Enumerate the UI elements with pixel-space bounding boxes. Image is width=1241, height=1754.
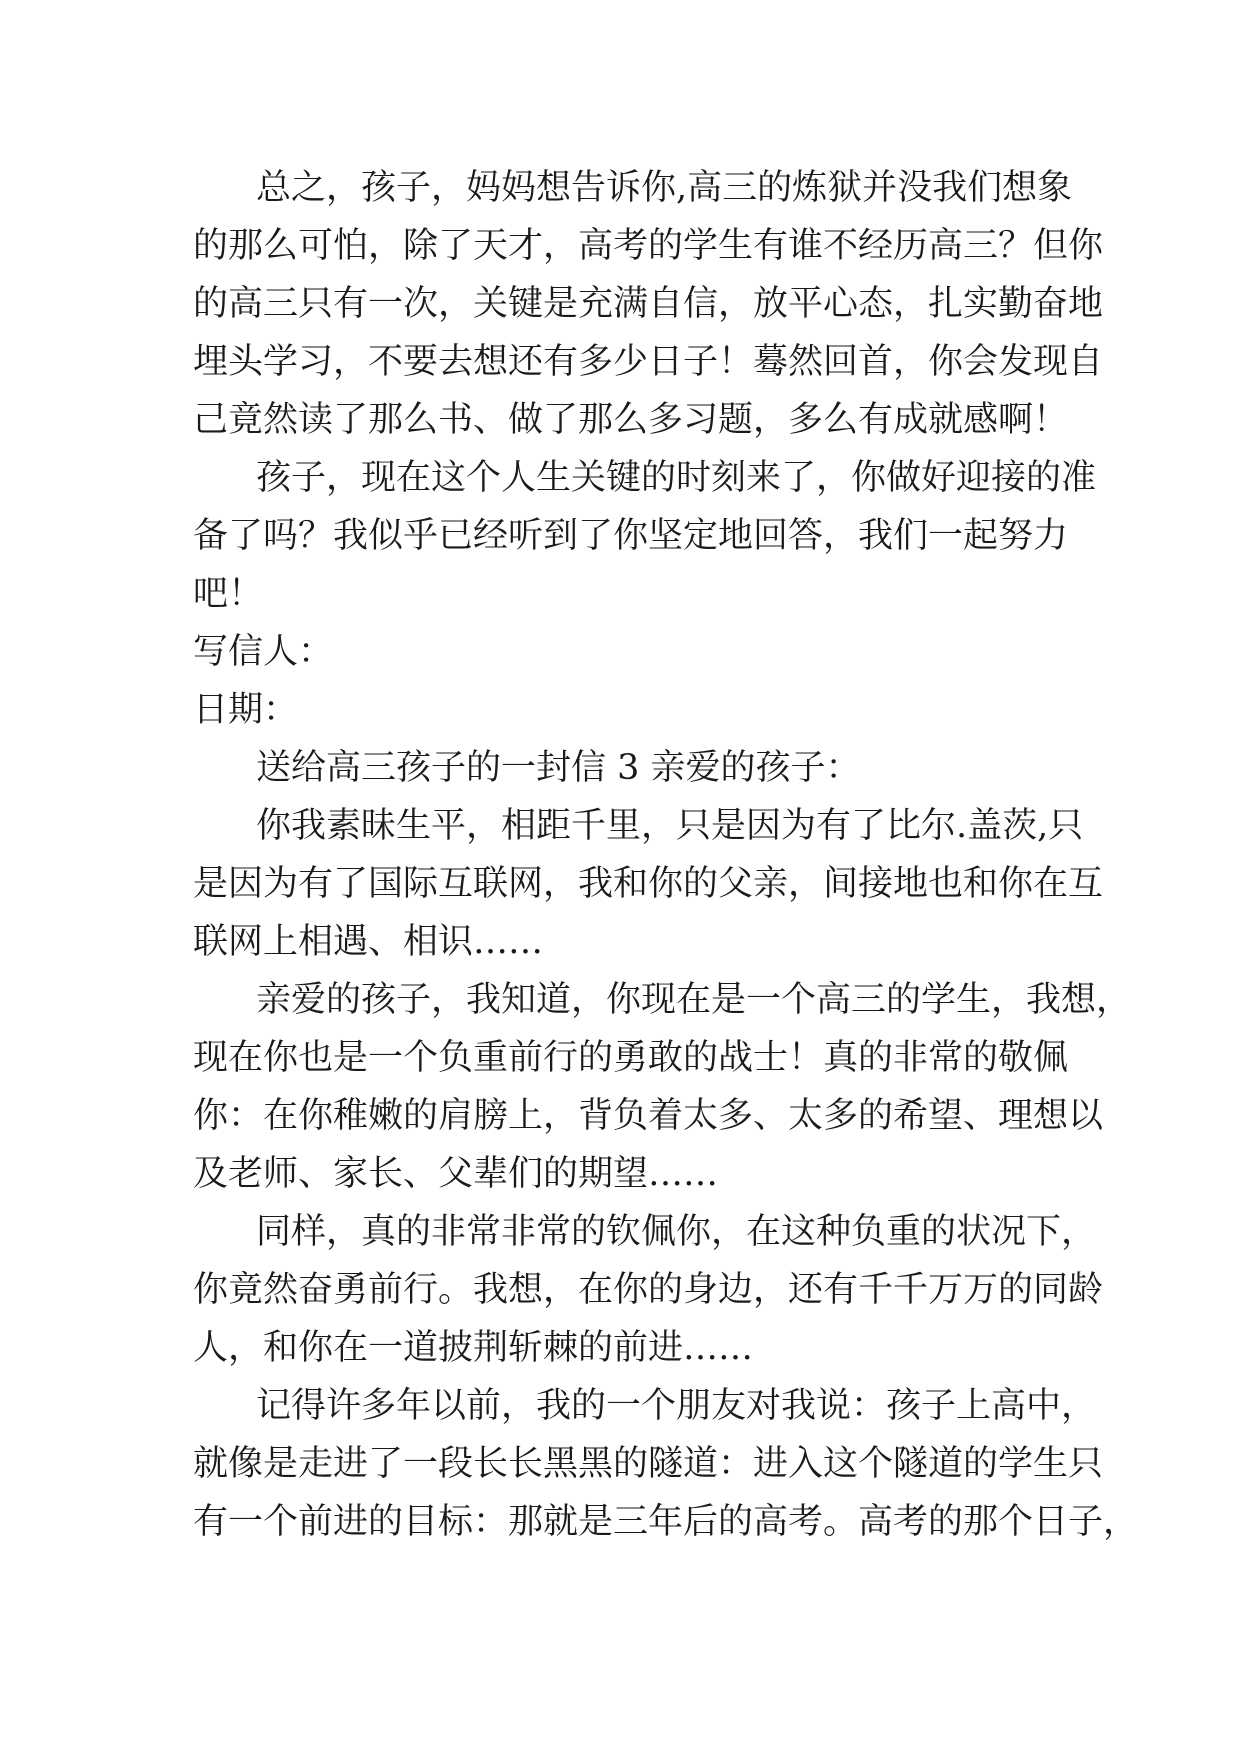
text-line: 的高三只有一次，关键是充满自信，放平心态，扎实勤奋地	[193, 284, 1104, 324]
text-line: 备了吗？我似乎已经听到了你坚定地回答，我们一起努力	[193, 516, 1069, 556]
text-line: 你：在你稚嫩的肩膀上，背负着太多、太多的希望、理想以	[193, 1096, 1104, 1136]
text-line: 是因为有了国际互联网，我和你的父亲，间接地也和你在互	[193, 864, 1104, 904]
letter-signature-label: 写信人：	[193, 632, 334, 672]
text-line: 现在你也是一个负重前行的勇敢的战士！真的非常的敬佩	[193, 1038, 1069, 1078]
text-line: 孩子，现在这个人生关键的时刻来了，你做好迎接的准	[256, 458, 1097, 498]
letter-date-label: 日期：	[193, 690, 299, 730]
text-line: 己竟然读了那么书、做了那么多习题，多么有成就感啊！	[193, 400, 1069, 440]
text-line: 有一个前进的目标：那就是三年后的高考。高考的那个日子，	[193, 1502, 1139, 1542]
text-line: 人，和你在一道披荆斩棘的前进……	[193, 1328, 754, 1368]
letter-heading: 送给高三孩子的一封信 3 亲爱的孩子：	[256, 748, 861, 788]
text-line: 就像是走进了一段长长黑黑的隧道：进入这个隧道的学生只	[193, 1444, 1104, 1484]
text-line: 总之，孩子，妈妈想告诉你,高三的炼狱并没我们想象	[256, 168, 1073, 208]
text-line: 你我素昧生平，相距千里，只是因为有了比尔.盖茨,只	[256, 806, 1084, 846]
text-line: 埋头学习，不要去想还有多少日子！蓦然回首，你会发现自	[193, 342, 1104, 382]
text-line: 记得许多年以前，我的一个朋友对我说：孩子上高中，	[256, 1386, 1097, 1426]
text-line: 同样，真的非常非常的钦佩你，在这种负重的状况下，	[256, 1212, 1097, 1252]
text-line: 及老师、家长、父辈们的期望……	[193, 1154, 719, 1194]
text-line: 吧！	[193, 574, 264, 614]
text-line: 亲爱的孩子，我知道，你现在是一个高三的学生，我想，	[256, 980, 1132, 1020]
text-line: 联网上相遇、相识……	[193, 922, 544, 962]
text-line: 的那么可怕，除了天才，高考的学生有谁不经历高三？但你	[193, 226, 1104, 266]
text-line: 你竟然奋勇前行。我想，在你的身边，还有千千万万的同龄	[193, 1270, 1104, 1310]
